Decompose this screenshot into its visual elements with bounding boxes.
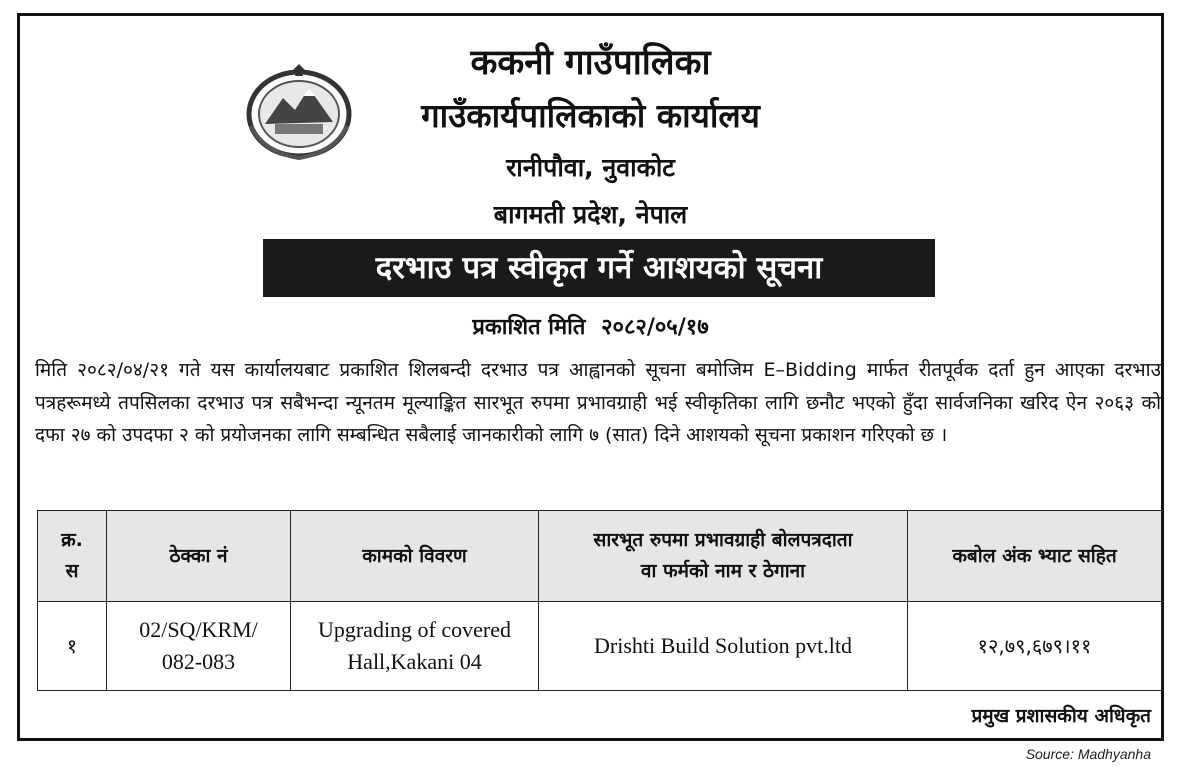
- cell-description: Upgrading of covered Hall,Kakani 04: [291, 602, 539, 691]
- header-amount: कबोल अंक भ्याट सहित: [908, 511, 1162, 602]
- office-location: रानीपौवा, नुवाकोट: [506, 153, 675, 182]
- table-header-row: [38, 511, 1162, 602]
- notice-body-text: मिति २०८२/०४/२१ गते यस कार्यालयबाट प्रकाशित शिलबन्दी दरभाउ पत्र आह्वानको सूचना बमोजिम E–Bidding मार्फत रीतपूर्वक दर्ता हुन आएका दरभाउ पत्रहरूमध्ये तपसिलका दरभाउ पत्र सबैभन्दा न्यूनतम मूल्याङ्कित सारभूत रुपमा प्रभावग्राही भई स्वीकृतिका लागि छनौट भएको हुँदा सार्वजनिका खरिद ऐन २०६३ को दफा २७ को उपदफा २ को प्रयोजनका लागि सम्बन्धित सबैलाई जानकारीको लागि ७ (सात) दिने आशयको सूचना प्रकाशन गरिएको छ ।: [35, 359, 1161, 446]
- notice-title-banner: दरभाउ पत्र स्वीकृत गर्ने आशयको सूचना: [263, 239, 935, 297]
- header-serial: क्र. स: [38, 511, 107, 602]
- cell-bidder: Drishti Build Solution pvt.ltd: [539, 602, 908, 691]
- signature-title: प्रमुख प्रशासकीय अधिकृत: [971, 705, 1151, 727]
- contract-table: [37, 510, 1162, 691]
- header-contract-no: ठेक्का नं: [107, 511, 291, 602]
- cell-contract-no: 02/SQ/KRM/ 082-083: [107, 602, 291, 691]
- table-row: [38, 602, 1162, 691]
- publish-date-label: प्रकाशित मिति: [472, 315, 586, 340]
- cell-amount: १२,७९,६७९।११: [908, 602, 1162, 691]
- publish-date-value: २०८२/०५/१७: [601, 315, 709, 340]
- header-description: कामको विवरण: [291, 511, 539, 602]
- office-name: गाउँकार्यपालिकाको कार्यालय: [421, 96, 760, 135]
- province-country: बागमती प्रदेश, नेपाल: [493, 200, 688, 229]
- source-credit: Source: Madhyanha: [1025, 746, 1151, 762]
- cell-serial: १: [38, 602, 107, 691]
- header-bidder: सारभूत रुपमा प्रभावग्राही बोलपत्रदाता वा फर्मको नाम र ठेगाना: [539, 511, 908, 602]
- publish-date-line: [0, 311, 1181, 341]
- municipality-name: ककनी गाउँपालिका: [470, 43, 711, 83]
